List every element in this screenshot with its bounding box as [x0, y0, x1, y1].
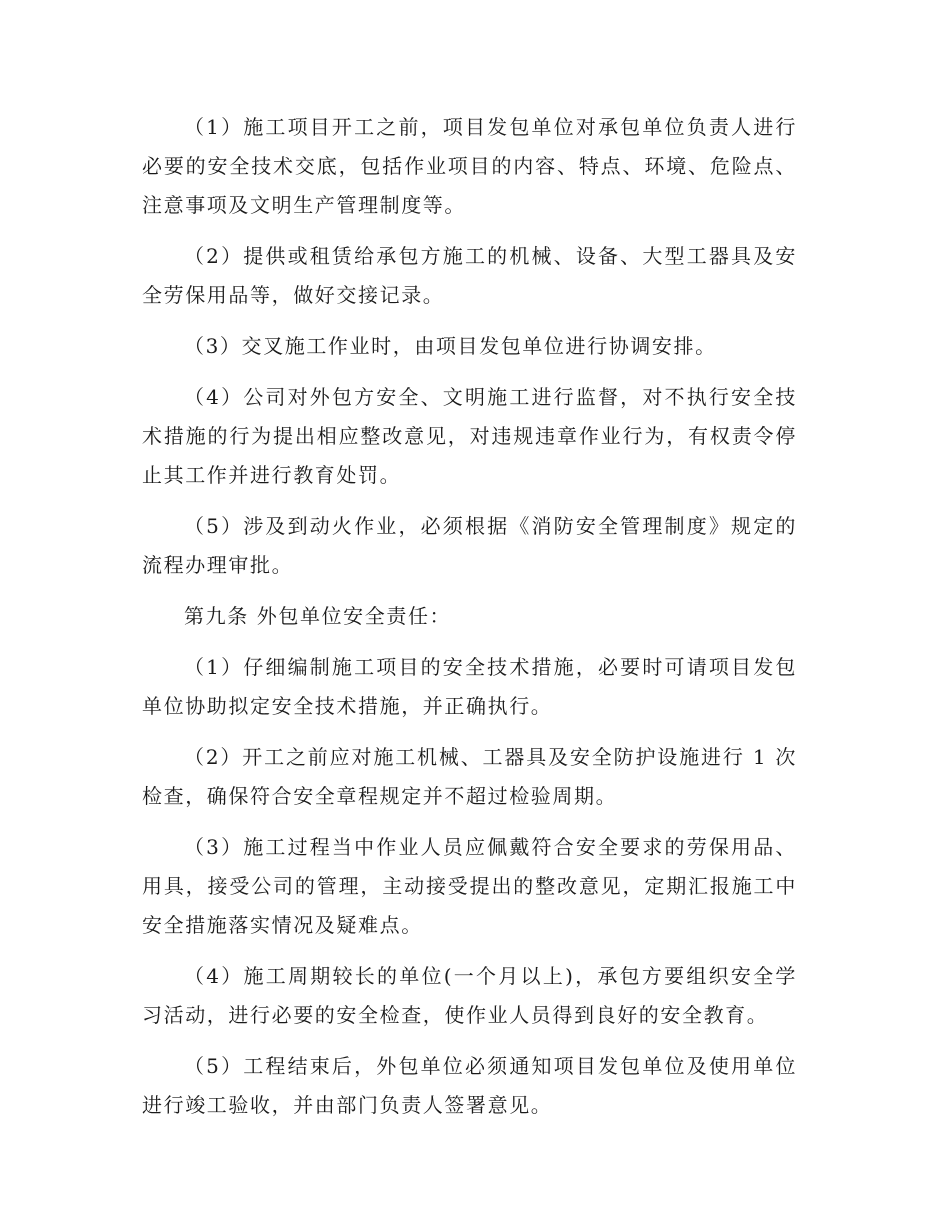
paragraph-item-1: （1）施工项目开工之前，项目发包单位对承包单位负责人进行必要的安全技术交底，包括作业项目的内容、特点、环境、危险点、注意事项及文明生产管理制度等。 [142, 115, 797, 217]
paragraph-item-3: （3）交叉施工作业时，由项目发包单位进行协调安排。 [184, 334, 717, 358]
paragraph-item-10: （5）工程结束后，外包单位必须通知项目发包单位及使用单位进行竣工验收，并由部门负责人签署意见。 [142, 1054, 797, 1117]
document-body [142, 108, 797, 1137]
paragraph-item-7: （2）开工之前应对施工机械、工器具及安全防护设施进行 1 次检查，确保符合安全章程规定并不超过检验周期。 [142, 745, 797, 808]
paragraph-item-6: （1）仔细编制施工项目的安全技术措施，必要时可请项目发包单位协助拟定安全技术措施，并正确执行。 [142, 655, 797, 718]
paragraph-item-4: （4）公司对外包方安全、文明施工进行监督，对不执行安全技术措施的行为提出相应整改意见，对违规违章作业行为，有权责令停止其工作并进行教育处罚。 [142, 385, 797, 487]
article-heading: 第九条 外包单位安全责任： [184, 604, 452, 628]
paragraph-item-9: （4）施工周期较长的单位(一个月以上)，承包方要组织安全学习活动，进行必要的安全检查，使作业人员得到良好的安全教育。 [142, 964, 797, 1027]
paragraph-item-5: （5）涉及到动火作业，必须根据《消防安全管理制度》规定的流程办理审批。 [142, 514, 797, 577]
paragraph-item-2: （2）提供或租赁给承包方施工的机械、设备、大型工器具及安全劳保用品等，做好交接记录。 [142, 244, 797, 307]
paragraph-item-8: （3）施工过程当中作业人员应佩戴符合安全要求的劳保用品、用具，接受公司的管理，主动接受提出的整改意见，定期汇报施工中安全措施落实情况及疑难点。 [142, 835, 797, 937]
